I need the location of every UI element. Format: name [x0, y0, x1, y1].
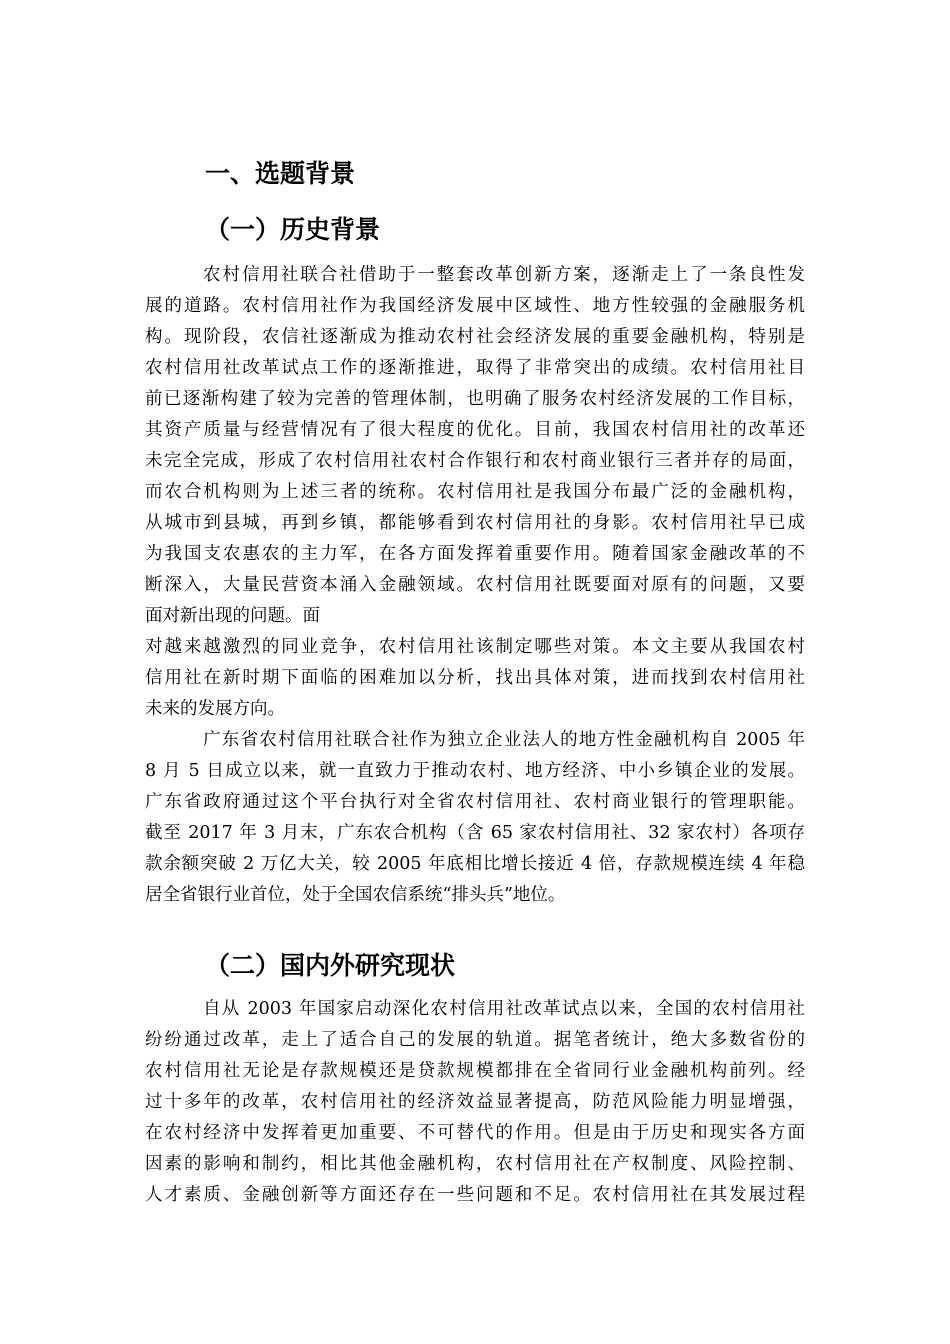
- paragraph-line: 前已逐渐构建了较为完善的管理体制，也明确了服务农村经济发展的工作目标，: [145, 389, 805, 409]
- paragraph-line: 农村信用社改革试点工作的逐渐推进，取得了非常突出的成绩。农村信用社目: [145, 358, 805, 378]
- section-heading-history: （一）历史背景: [205, 215, 381, 244]
- paragraph-line: 未来的发展方向。: [145, 699, 285, 719]
- paragraph-line: 过十多年的改革，农村信用社的经济效益显著提高，防范风险能力明显增强，: [145, 1092, 805, 1112]
- chapter-heading: 一、选题背景: [205, 159, 356, 188]
- paragraph-line: 对越来越激烈的同业竞争，农村信用社该制定哪些对策。本文主要从我国农村: [145, 637, 805, 657]
- paragraph-line: 自从 2003 年国家启动深化农村信用社改革试点以来，全国的农村信用社: [203, 999, 805, 1019]
- paragraph-line: 广东省政府通过这个平台执行对全省农村信用社、农村商业银行的管理职能。: [145, 792, 805, 812]
- paragraph-line: 而农合机构则为上述三者的统称。农村信用社是我国分布最广泛的金融机构，: [145, 482, 805, 502]
- paragraph-line: 广东省农村信用社联合社作为独立企业法人的地方性金融机构自 2005 年: [203, 730, 805, 750]
- paragraph-line: 人才素质、金融创新等方面还存在一些问题和不足。农村信用社在其发展过程: [145, 1185, 805, 1205]
- section-heading-research-status: （二）国内外研究现状: [205, 951, 456, 980]
- paragraph-line: 信用社在新时期下面临的困难加以分析，找出具体对策，进而找到农村信用社: [145, 668, 805, 688]
- paragraph-line: 断深入，大量民营资本涌入金融领域。农村信用社既要面对原有的问题，又要: [145, 575, 805, 595]
- paragraph-line: 农村信用社联合社借助于一整套改革创新方案，逐渐走上了一条良性发: [203, 265, 805, 285]
- paragraph-line: 在农村经济中发挥着更加重要、不可替代的作用。但是由于历史和现实各方面: [145, 1123, 805, 1143]
- paragraph-line: 未完全完成，形成了农村信用社农村合作银行和农村商业银行三者并存的局面，: [145, 451, 805, 471]
- paragraph-line: 8 月 5 日成立以来，就一直致力于推动农村、地方经济、中小乡镇企业的发展。: [145, 761, 805, 781]
- paragraph-line: 展的道路。农村信用社作为我国经济发展中区域性、地方性较强的金融服务机: [145, 296, 805, 316]
- paragraph-line: 纷纷通过改革，走上了适合自己的发展的轨道。据笔者统计，绝大多数省份的: [145, 1030, 805, 1050]
- paragraph-line: 为我国支农惠农的主力军，在各方面发挥着重要作用。随着国家金融改革的不: [145, 544, 805, 564]
- paragraph-line: 其资产质量与经营情况有了很大程度的优化。目前，我国农村信用社的改革还: [145, 420, 805, 440]
- paragraph-line: 因素的影响和制约，相比其他金融机构，农村信用社在产权制度、风险控制、: [145, 1154, 805, 1174]
- paragraph-line: 居全省银行业首位，处于全国农信系统“排头兵”地位。: [145, 885, 566, 905]
- paragraph-line: 农村信用社无论是存款规模还是贷款规模都排在全省同行业金融机构前列。经: [145, 1061, 805, 1081]
- paragraph-line: 面对新出现的问题。面: [145, 606, 320, 626]
- paragraph-line: 截至 2017 年 3 月末，广东农合机构（含 65 家农村信用社、32 家农村）各项存: [145, 823, 805, 843]
- paragraph-line: 从城市到县城，再到乡镇，都能够看到农村信用社的身影。农村信用社早已成: [145, 513, 805, 533]
- paragraph-line: 构。现阶段，农信社逐渐成为推动农村社会经济发展的重要金融机构，特别是: [145, 327, 805, 347]
- paragraph-line: 款余额突破 2 万亿大关，较 2005 年底相比增长接近 4 倍，存款规模连续 4 年稳: [145, 854, 805, 874]
